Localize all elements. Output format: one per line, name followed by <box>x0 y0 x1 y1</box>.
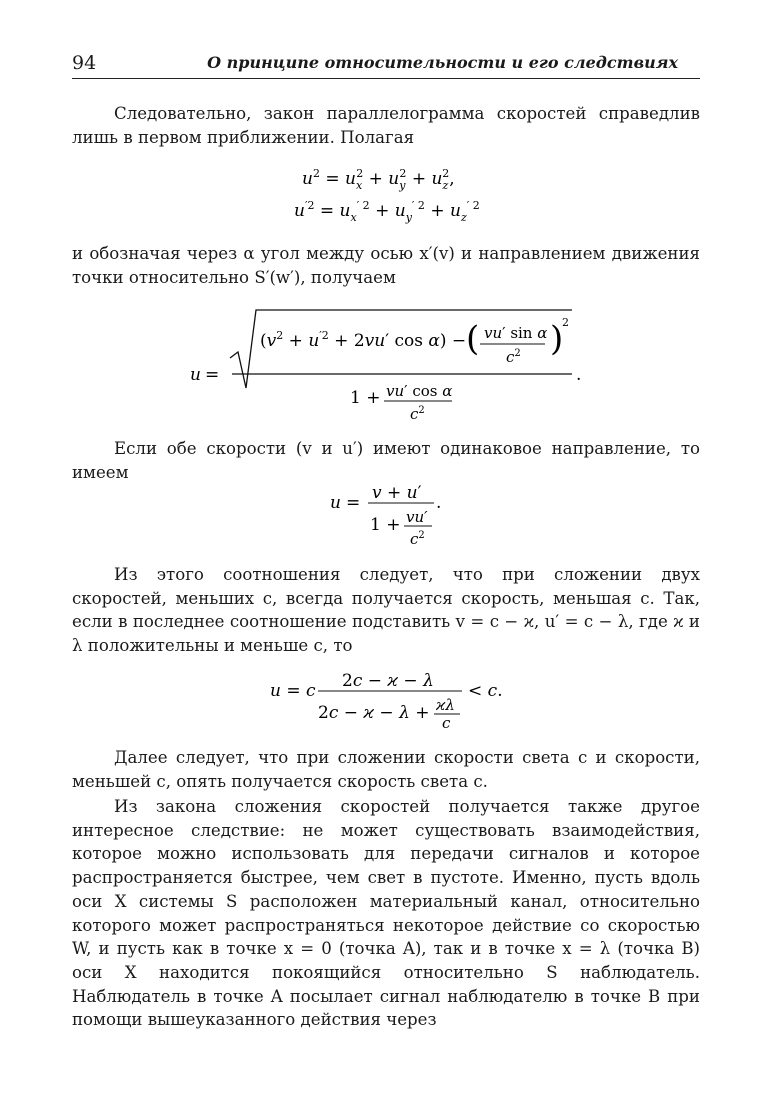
paragraph-3: Если обе скорости (v и u′) имеют одинаковое направление, то имеем <box>72 439 700 482</box>
svg-text:vu′: vu′ <box>406 508 428 526</box>
svg-text:v + u′: v + u′ <box>372 483 422 503</box>
svg-text:=: = <box>346 493 361 513</box>
svg-text:c2: $c^2$ <box>410 405 425 423</box>
running-header <box>72 50 700 79</box>
svg-text:.: . <box>436 493 442 513</box>
paragraph-5: Далее следует, что при сложении скорости света c и скорости, меньшей c, опять получается скорость света c. <box>72 748 700 791</box>
svg-text:2c − ϰ − λ: 2c − ϰ − λ <box>342 671 434 691</box>
svg-text:=: = <box>205 365 220 385</box>
svg-text:c2: $c^2$ <box>410 530 425 548</box>
svg-text:): ) <box>550 319 564 359</box>
svg-text:(: ( <box>466 319 480 359</box>
paragraph-4: Из этого соотношения следует, что при сложении двух скоростей, меньших c, всегда получается скорость, меньшая c. Так, если в последнее соотношение подставить v = c − ϰ, u′ = c − λ, где ϰ и λ положительны и меньше c, то <box>72 565 700 656</box>
running-title: О принципе относительности и его следствиях <box>207 53 678 72</box>
svg-text:c2: $c^2$ <box>506 348 521 366</box>
svg-text:vu′ cos α: vu′ cos α <box>386 382 453 400</box>
svg-text:(v2 + u′2 + 2vu′ cos α) −: ($v^2 + u^{'2} + 2vu'$ cos α) − <box>260 329 467 351</box>
svg-text:2c − ϰ − λ +: 2c − ϰ − λ + <box>318 703 430 723</box>
svg-text:u = c: u = c <box>270 681 316 701</box>
paragraph-2: и обозначая через α угол между осью x′(v) и направлением движения точки относительно S′(w′), получаем <box>72 244 700 287</box>
svg-text:vu′ sin α: vu′ sin α <box>484 324 548 342</box>
equation-1-render <box>0 160 770 230</box>
equation-2-render <box>0 300 770 430</box>
svg-text:u: u <box>190 365 201 385</box>
svg-text:u: u <box>330 493 341 513</box>
svg-text:2: 2 <box>562 316 569 329</box>
svg-text:1 +: 1 + <box>370 515 401 535</box>
paragraph-6: Из закона сложения скоростей получается также другое интересное следствие: не может существовать взаимодействия, которое можно использовать для передачи сигналов и которое распространяется быстрее, чем свет в пустоте. Именно, пусть вдоль оси X системы S расположен материальный канал, относительно которого может распространяться некоторое действие со скоростью W, и пусть как в точке x = 0 (точка A), так и в точке x = λ (точка B) оси X находится покоящийся относительно S наблюдатель. Наблюдатель в точке A посылает сигнал наблюдателю в точке B при помощи вышеуказанного действия через <box>72 797 700 1030</box>
svg-text:1 +: 1 + <box>350 388 381 408</box>
equation-4-render <box>0 666 770 736</box>
svg-text:u2 = ux2 + uy2 + uz2,: $u^2 = u_x2 + u_y2 + u_z2$, <box>302 167 455 192</box>
svg-text:u′2 = ux′ 2 + uy′ 2 + uz′ 2: $u^{'2} = u_x^{' 2} + u_y^{' 2} + u_z^{' 2}$ <box>294 199 480 224</box>
svg-text:.: . <box>576 365 582 385</box>
page-number: 94 <box>72 52 97 74</box>
svg-text:< c.: < c. <box>468 681 503 701</box>
svg-text:ϰλ: ϰλ <box>436 696 455 714</box>
equation-3-render <box>0 478 770 558</box>
paragraph-1: Следовательно, закон параллелограмма скоростей справедлив лишь в первом приближении. Полагая <box>72 104 700 147</box>
svg-text:c: c <box>442 714 451 732</box>
